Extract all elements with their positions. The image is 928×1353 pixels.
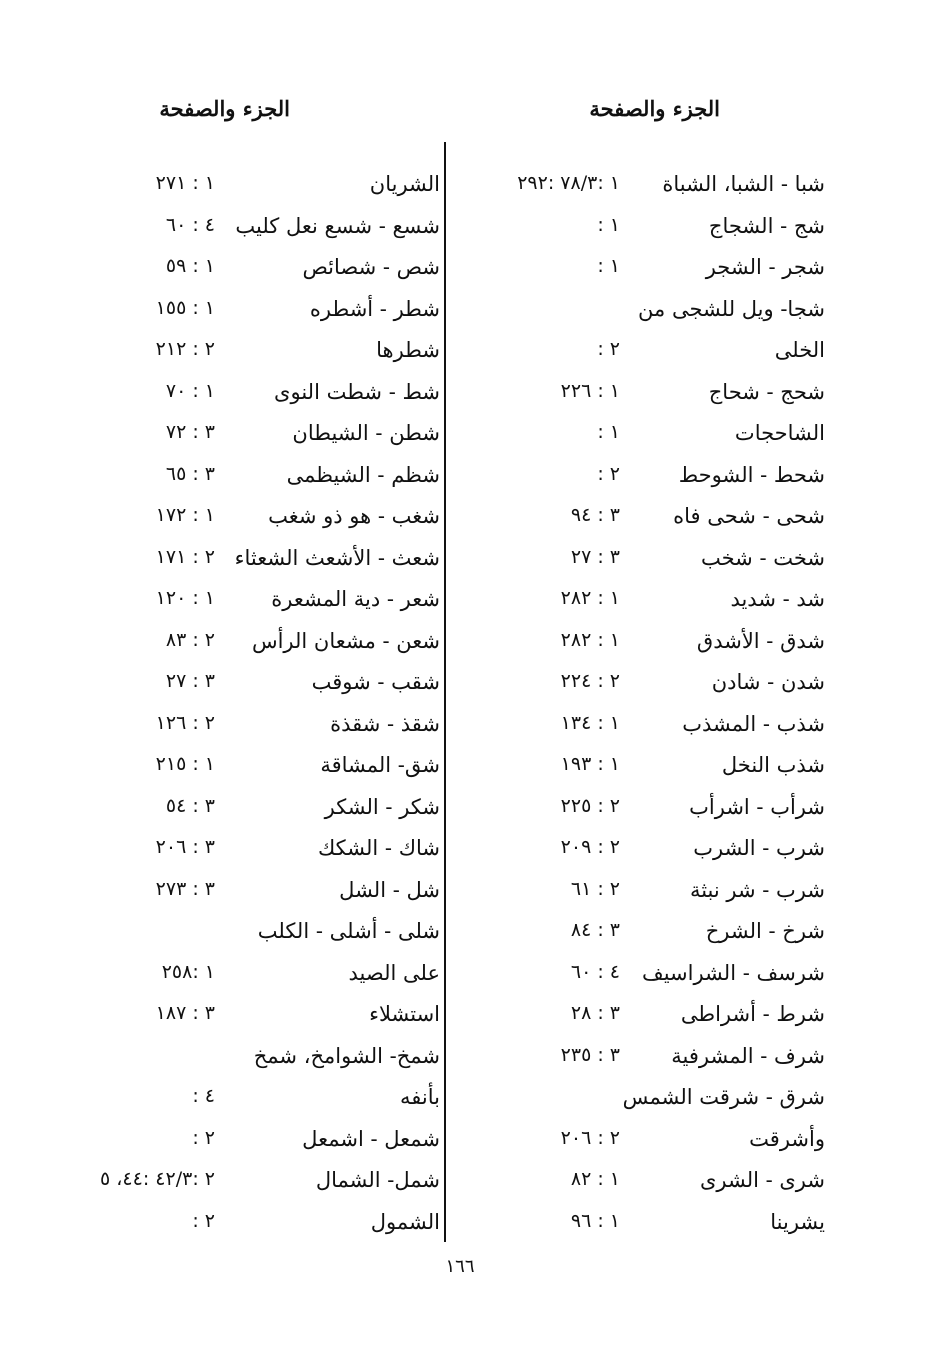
index-entry — [455, 1162, 845, 1204]
entry-reference: ٢ : — [597, 338, 620, 360]
entry-word: الخلى — [774, 338, 825, 362]
header-left: الجزء والصفحة — [159, 96, 290, 121]
entry-word: شطن - الشيطان — [292, 421, 440, 445]
entry-reference: ١ : — [597, 255, 620, 277]
entry-word: شص - شصائص — [302, 255, 440, 279]
entry-reference: ٢ : ١٧١ — [155, 545, 215, 568]
index-entry — [455, 249, 845, 291]
entry-reference: ٢ : ٢٠٩ — [560, 836, 620, 858]
entry-word: شرأب - اشرأب — [689, 794, 825, 819]
entry-word: شقذ - شقذة — [330, 711, 440, 736]
index-entry — [455, 747, 845, 789]
entry-word: شرب - شر نبثة — [689, 877, 825, 902]
index-entry — [455, 1121, 845, 1163]
index-entry — [40, 374, 440, 416]
entry-word: شخت - شخب — [701, 545, 825, 570]
right-column — [455, 166, 845, 1245]
entry-reference: ١ :٢٥٨ — [161, 960, 215, 983]
index-entry — [455, 208, 845, 250]
entry-reference: ١ : ٩٦ — [570, 1209, 620, 1232]
entry-reference: ١ : ١٣٤ — [560, 711, 620, 734]
entry-reference: ٣ : ٢٧ — [570, 545, 620, 568]
entry-reference: ٢ : ٢١٢ — [155, 338, 215, 360]
index-entry — [40, 208, 440, 250]
entry-word: شمل- الشمال — [315, 1168, 440, 1192]
entry-word: شرف - المشرفية — [671, 1043, 825, 1068]
entry-reference: ٣ : ٦٥ — [165, 462, 215, 485]
entry-word: شرخ - الشرخ — [705, 919, 825, 943]
entry-word: شظم - الشيظمى — [286, 462, 440, 487]
index-entry — [455, 332, 845, 374]
entry-reference: ٣ : ٨٤ — [570, 919, 620, 941]
entry-word: شعن - مشعان الرأس — [251, 628, 440, 653]
entry-reference: ١ : ٧٠ — [165, 379, 215, 402]
index-entry — [40, 623, 440, 665]
index-entry — [40, 415, 440, 457]
index-entry — [455, 872, 845, 914]
entry-word: شدن - شادن — [711, 670, 825, 694]
entry-reference: ٤ : ٦٠ — [570, 960, 620, 983]
entry-word: شط - شطت النوى — [274, 379, 440, 404]
entry-word: استشلاء — [369, 1002, 440, 1026]
entry-word: شج - الشجاج — [708, 213, 825, 238]
entry-reference: ٣ : ٩٤ — [570, 504, 620, 526]
entry-reference: ٤ : — [192, 1085, 215, 1107]
entry-reference: ٢ : ٢٢٤ — [560, 670, 620, 692]
index-entry — [40, 1079, 440, 1121]
index-entry — [455, 1204, 845, 1246]
index-entry — [455, 498, 845, 540]
index-entry — [455, 913, 845, 955]
entry-reference: ١ : ٢٨٢ — [560, 628, 620, 651]
entry-word: وأشرقت — [749, 1126, 825, 1151]
entry-reference: ٣ : ٥٤ — [165, 794, 215, 817]
index-entry — [455, 457, 845, 499]
entry-word: شرق - شرقت الشمس — [622, 1085, 825, 1109]
index-entry — [40, 540, 440, 582]
index-entry — [40, 996, 440, 1038]
entry-word: شذب - المشذب — [682, 711, 825, 736]
index-entry — [40, 872, 440, 914]
entry-word: شقب - شوقب — [311, 670, 440, 694]
index-entry — [455, 706, 845, 748]
index-entry — [40, 789, 440, 831]
entry-reference: ١ :٧٨/٣ :٢٩٢ — [517, 172, 620, 194]
entry-reference: ٢ : ٦١ — [570, 877, 620, 900]
entry-word: شرسف - الشراسيف — [641, 960, 825, 985]
index-entry — [40, 664, 440, 706]
entry-word: شحى - شحى فاه — [673, 504, 825, 528]
index-entry — [455, 415, 845, 457]
entry-reference: ٢ :٤٢/٣ :٤٤، ٥ — [100, 1168, 215, 1190]
entry-word: شحط - الشوحط — [678, 462, 825, 487]
entry-word: شجا- ويل للشجى من — [638, 296, 825, 321]
index-entry — [40, 1204, 440, 1246]
index-entry — [40, 706, 440, 748]
entry-word: شجر - الشجر — [705, 255, 825, 279]
entry-reference: ١ : ٢٢٦ — [560, 379, 620, 402]
index-entry — [40, 955, 440, 997]
entry-word: الشمول — [370, 1209, 440, 1234]
index-entry — [40, 1038, 440, 1080]
entry-reference: ١ : ٢١٥ — [155, 753, 215, 775]
entry-reference: ٣ : ١٨٧ — [155, 1002, 215, 1024]
entry-word: على الصيد — [348, 960, 440, 985]
entry-reference: ١ : ٥٩ — [165, 255, 215, 277]
index-entry — [455, 166, 845, 208]
entry-reference: ٢ : ٢٠٦ — [560, 1126, 620, 1149]
entry-reference: ٢ : ٨٣ — [165, 628, 215, 651]
index-entry — [40, 830, 440, 872]
page-number: ١٦٦ — [445, 1256, 475, 1277]
entry-reference: ٢ : — [597, 462, 620, 485]
entry-reference: ١ : ٢٧١ — [155, 172, 215, 194]
entry-word: شق- المشاقة — [320, 753, 440, 777]
entry-word: شعر - دية المشعرة — [271, 587, 440, 611]
entry-reference: ٢ : ١٢٦ — [155, 711, 215, 734]
entry-reference: ٣ : ٢٧ — [165, 670, 215, 692]
entry-word: شاك - الشكك — [317, 836, 440, 860]
entry-word: شغب - هو ذو شغب — [268, 504, 440, 528]
entry-reference: ١ : — [597, 213, 620, 236]
index-entry — [455, 830, 845, 872]
entry-word: شبا - الشبا، الشباة — [662, 172, 825, 196]
index-entry — [455, 540, 845, 582]
entry-word: شدق - الأشدق — [696, 628, 825, 653]
entry-reference: ٢ : — [192, 1209, 215, 1232]
index-entry — [40, 747, 440, 789]
header-right: الجزء والصفحة — [589, 96, 720, 121]
entry-reference: ٣ : ٢٠٦ — [155, 836, 215, 858]
entry-word: شمعل - اشمعل — [302, 1126, 440, 1151]
entry-word: الشاحجات — [734, 421, 825, 445]
entry-reference: ٢ : ٢٢٥ — [560, 794, 620, 817]
entry-word: شلى - أشلى - الكلب — [257, 919, 440, 943]
entry-word: شرط - أشراطى — [680, 1002, 825, 1026]
entry-word: بأنفه — [400, 1085, 440, 1109]
entry-reference: ١ : ٨٢ — [570, 1168, 620, 1190]
index-entry — [455, 1038, 845, 1080]
entry-reference: ١ : ١٩٣ — [560, 753, 620, 775]
index-entry — [40, 166, 440, 208]
entry-reference: ٤ : ٦٠ — [165, 213, 215, 236]
index-entry — [455, 581, 845, 623]
index-entry — [40, 332, 440, 374]
entry-word: يشرينا — [770, 1209, 825, 1234]
index-entry — [40, 1121, 440, 1163]
index-entry — [455, 664, 845, 706]
entry-word: شل - الشل — [339, 877, 440, 902]
entry-word: شكر - الشكر — [324, 794, 440, 819]
entry-word: شمخ- الشوامخ، شمخ — [253, 1043, 440, 1068]
entry-word: الشريان — [369, 172, 440, 196]
entry-reference: ١ : ١٧٢ — [155, 504, 215, 526]
index-entry — [455, 291, 845, 333]
entry-word: شطرها — [376, 338, 440, 362]
entry-reference: ١ : — [597, 421, 620, 443]
index-entry — [40, 457, 440, 499]
entry-word: شحج - شحاج — [708, 379, 825, 404]
index-entry — [455, 955, 845, 997]
entry-word: شرى - الشرى — [699, 1168, 825, 1192]
index-entry — [455, 789, 845, 831]
index-entry — [40, 913, 440, 955]
entry-reference: ١ : ٢٨٢ — [560, 587, 620, 609]
entry-word: شسع - شسع نعل كليب — [235, 213, 440, 238]
left-column — [40, 166, 440, 1245]
entry-reference: ١ : ١٥٥ — [155, 296, 215, 319]
entry-word: شعث - الأشعث الشعثاء — [234, 545, 440, 570]
entry-reference: ٣ : ٢٨ — [570, 1002, 620, 1024]
index-entry — [40, 1162, 440, 1204]
entry-word: شرب - الشرب — [693, 836, 825, 860]
entry-word: شطر - أشطره — [309, 296, 440, 321]
column-divider — [444, 142, 446, 1242]
entry-word: شذب النخل — [721, 753, 825, 777]
entry-reference: ٣ : ٢٧٣ — [155, 877, 215, 900]
index-entry — [40, 498, 440, 540]
index-entry — [455, 623, 845, 665]
entry-reference: ٣ : ٢٣٥ — [560, 1043, 620, 1066]
index-entry — [455, 996, 845, 1038]
index-entry — [40, 291, 440, 333]
index-entry — [40, 581, 440, 623]
entry-reference: ١ : ١٢٠ — [155, 587, 215, 609]
entry-word: شد - شديد — [730, 587, 825, 611]
entry-reference: ٣ : ٧٢ — [165, 421, 215, 443]
entry-reference: ٢ : — [192, 1126, 215, 1149]
index-entry — [40, 249, 440, 291]
index-entry — [455, 374, 845, 416]
index-entry — [455, 1079, 845, 1121]
